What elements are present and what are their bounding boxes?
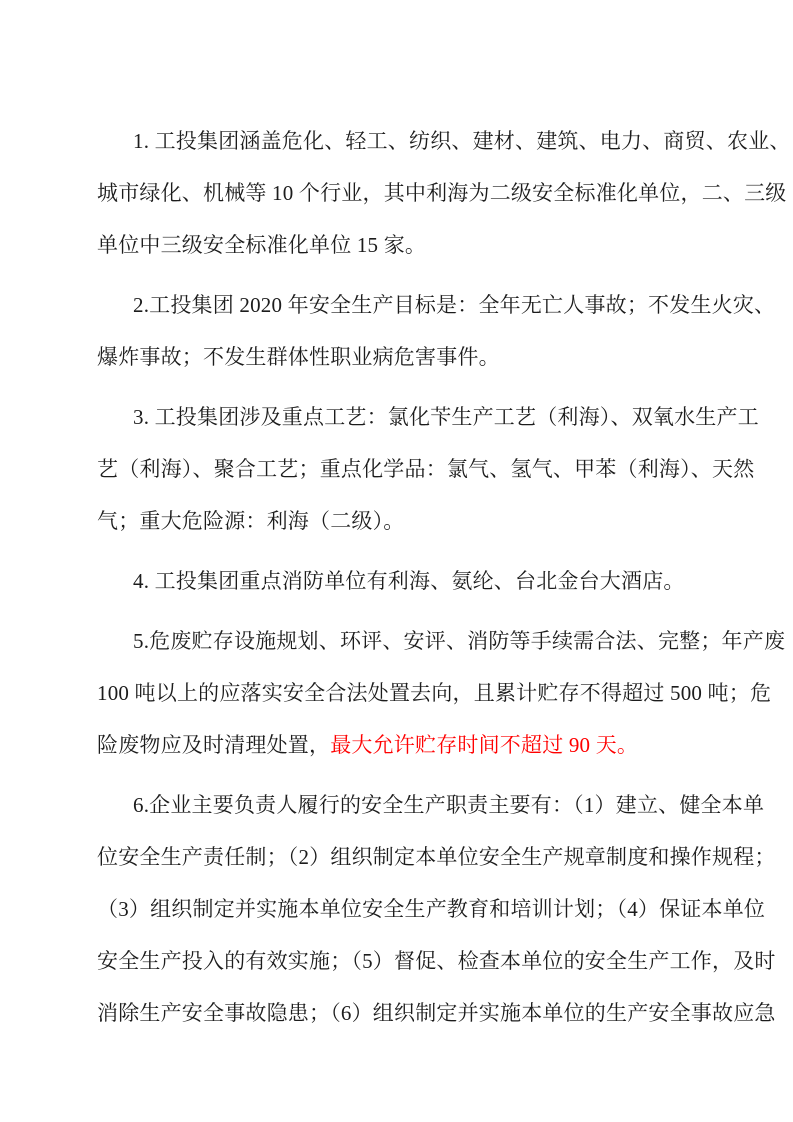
text-line: [97, 115, 791, 167]
text-segment: （3）组织制定并实施本单位安全生产教育和培训计划；（4）保证本单位: [97, 897, 766, 921]
text-segment: 艺（利海）、聚合工艺；重点化学品：氯气、氢气、甲苯（利海）、天然: [97, 457, 755, 481]
text-segment: 4. 工投集团重点消防单位有利海、氨纶、台北金台大酒店。: [133, 569, 685, 593]
text-segment: 1. 工投集团涵盖危化、轻工、纺织、建材、建筑、电力、商贸、农业、: [133, 129, 791, 153]
paragraph: [97, 115, 791, 271]
text-line: [97, 443, 755, 495]
text-line: [97, 331, 693, 383]
text-segment: 5.危废贮存设施规划、环评、安评、消防等手续需合法、完整；年产废: [133, 629, 786, 653]
text-line: [97, 495, 693, 547]
paragraph: [97, 391, 759, 547]
text-segment: 险废物应及时清理处置，: [97, 733, 331, 757]
text-segment: 2.工投集团 2020 年安全生产目标是：全年无亡人事故；不发生火灾、: [133, 293, 776, 317]
highlighted-red-text: 最大允许贮存时间不超过 90 天。: [330, 733, 639, 757]
text-line: [97, 219, 693, 271]
text-segment: 气；重大危险源：利海（二级）。: [97, 509, 405, 533]
text-line: [97, 883, 766, 935]
text-segment: 位安全生产责任制；（2）组织制定本单位安全生产规章制度和操作规程；: [97, 845, 776, 869]
text-line: [97, 555, 693, 607]
text-line: [97, 167, 787, 219]
text-line: [97, 719, 693, 771]
text-segment: 城市绿化、机械等 10 个行业，其中利海为二级安全标准化单位，二、三级: [97, 181, 787, 205]
text-segment: 爆炸事故；不发生群体性职业病危害事件。: [97, 345, 500, 369]
paragraph: [97, 615, 786, 771]
text-line: [97, 987, 776, 1039]
text-line: [97, 391, 759, 443]
text-segment: 6.企业主要负责人履行的安全生产职责主要有：（1）建立、健全本单: [133, 793, 765, 817]
document-body: [97, 115, 791, 1047]
paragraph: [97, 779, 776, 1039]
paragraph: [97, 279, 776, 383]
text-segment: 100 吨以上的应落实安全合法处置去向，且累计贮存不得超过 500 吨；危: [97, 681, 772, 705]
text-segment: 安全生产投入的有效实施；（5）督促、检查本单位的安全生产工作，及时: [97, 949, 776, 973]
text-line: [97, 831, 776, 883]
text-segment: 消除生产安全事故隐患；（6）组织制定并实施本单位的生产安全事故应急: [97, 1001, 776, 1025]
text-segment: 单位中三级安全标准化单位 15 家。: [97, 233, 427, 257]
text-line: [97, 615, 786, 667]
text-segment: 3. 工投集团涉及重点工艺：氯化苄生产工艺（利海）、双氧水生产工: [133, 405, 759, 429]
text-line: [97, 779, 765, 831]
text-line: [97, 279, 776, 331]
text-line: [97, 935, 776, 987]
paragraph: [97, 555, 693, 607]
text-line: [97, 667, 772, 719]
